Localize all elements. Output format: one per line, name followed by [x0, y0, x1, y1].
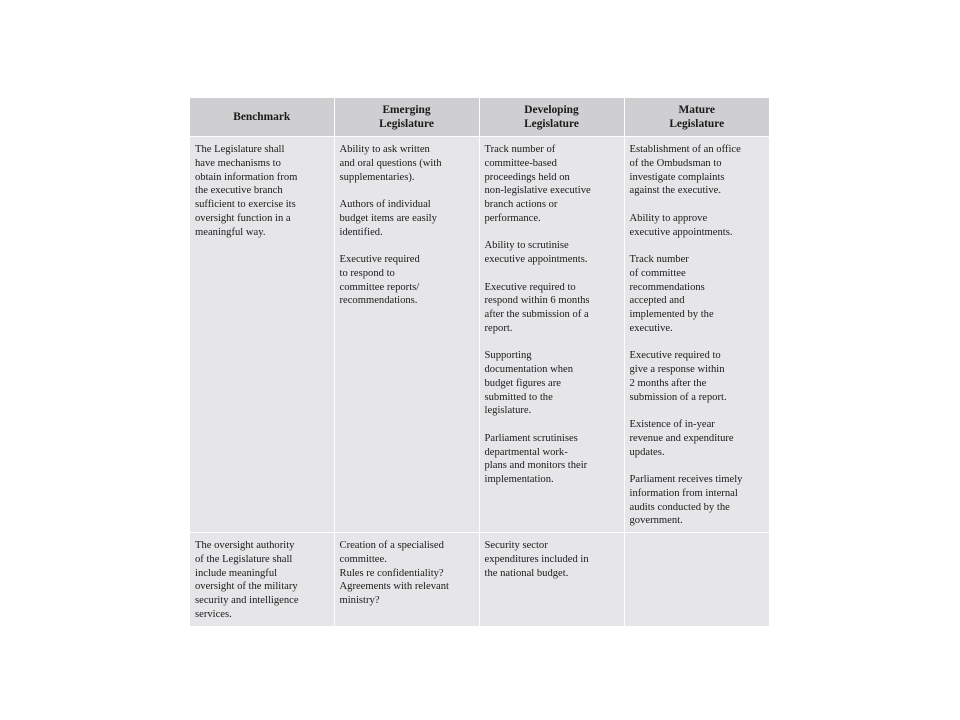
header-line: Mature	[678, 104, 715, 116]
cell-text-line: oversight function in a	[195, 212, 291, 224]
cell-text-line: Executive required	[339, 254, 420, 265]
cell-paragraph	[485, 239, 619, 267]
header-line: Legislature	[524, 118, 579, 130]
cell-paragraph	[340, 539, 474, 608]
cell-text-line: Creation of a specialised	[339, 540, 444, 551]
cell-text-line: budget figures are	[484, 377, 561, 389]
cell-text-line: identified.	[339, 226, 383, 238]
cell-text-line: implemented by the	[629, 309, 714, 320]
cell-text-line: services.	[195, 608, 232, 620]
cell-text-line: report.	[484, 322, 513, 334]
mature-cell	[624, 137, 769, 533]
cell-text-line: obtain information from	[195, 171, 298, 183]
cell-text-line: Executive required to	[629, 350, 721, 362]
cell-text-line: submission of a report.	[629, 391, 727, 403]
cell-text-line: expenditures included in	[484, 553, 589, 565]
emerging-cell	[334, 533, 479, 626]
cell-text-line: Establishment of an office	[629, 144, 741, 155]
cell-text-line: 2 months after the	[629, 377, 707, 389]
cell-text-line: committee reports/	[339, 281, 420, 293]
cell-text-line: include meaningful	[195, 567, 278, 579]
cell-paragraph	[340, 253, 474, 308]
cell-text-line: non-legislative executive	[484, 185, 591, 197]
cell-text-line: implementation.	[484, 474, 554, 485]
cell-text-line: Rules re confidentiality?	[339, 567, 444, 579]
header-benchmark	[190, 98, 334, 137]
cell-text-line: give a response within	[629, 364, 725, 375]
table-row	[190, 533, 769, 626]
cell-text-line: Ability to scrutinise	[484, 240, 569, 252]
cell-text-line: Track number	[629, 254, 689, 265]
benchmark-cell	[190, 533, 334, 626]
cell-paragraph	[630, 143, 765, 198]
cell-text-line: investigate complaints	[629, 171, 725, 183]
table-row	[190, 137, 769, 533]
cell-paragraph	[630, 212, 765, 240]
table-body	[190, 137, 769, 626]
cell-text-line: information from internal	[629, 487, 738, 499]
cell-text-line: executive appointments.	[484, 254, 588, 265]
benchmark-table-container	[190, 98, 769, 626]
cell-text-line: security and intelligence	[195, 595, 299, 606]
header-line: Emerging	[382, 104, 431, 116]
cell-text-line: the national budget.	[484, 567, 569, 579]
header-line: Legislature	[379, 118, 434, 130]
cell-paragraph	[630, 473, 765, 528]
benchmark-cell	[190, 137, 334, 533]
cell-text-line: The oversight authority	[195, 540, 295, 551]
cell-text-line: sufficient to exercise its	[195, 199, 296, 210]
cell-paragraph	[340, 143, 474, 184]
cell-text-line: committee-based	[484, 157, 557, 169]
cell-text-line: Track number of	[484, 144, 556, 155]
cell-text-line: Parliament scrutinises	[484, 432, 578, 444]
cell-text-line: plans and monitors their	[484, 460, 588, 472]
cell-text-line: Executive required to	[484, 281, 576, 293]
cell-text-line: legislature.	[484, 405, 532, 417]
cell-text-line: government.	[629, 515, 683, 527]
cell-text-line: budget items are easily	[339, 212, 437, 224]
cell-text-line: accepted and	[629, 295, 685, 307]
cell-text-line: and oral questions (with	[339, 157, 442, 169]
cell-paragraph	[340, 198, 474, 239]
emerging-cell	[334, 137, 479, 533]
cell-text-line: supplementaries).	[339, 171, 415, 183]
developing-cell	[479, 533, 624, 626]
header-line: Developing	[524, 104, 579, 116]
cell-paragraph	[485, 281, 619, 336]
header-line: Legislature	[669, 118, 725, 130]
cell-text-line: documentation when	[484, 364, 574, 375]
cell-text-line: Agreements with relevant	[339, 581, 449, 593]
cell-text-line: revenue and expenditure	[629, 432, 734, 444]
cell-paragraph	[630, 349, 765, 404]
cell-text-line: performance.	[484, 212, 541, 224]
cell-text-line: Parliament receives timely	[629, 474, 743, 485]
cell-text-line: have mechanisms to	[195, 157, 281, 169]
cell-text-line: after the submission of a	[484, 309, 589, 320]
cell-paragraph	[485, 432, 619, 487]
cell-text-line: The Legislature shall	[195, 144, 285, 155]
cell-text-line: submitted to the	[484, 391, 553, 403]
cell-paragraph	[195, 539, 329, 622]
header-line: Benchmark	[233, 111, 291, 123]
cell-text-line: updates.	[629, 446, 665, 458]
cell-text-line: recommendations	[629, 281, 705, 293]
cell-text-line: executive appointments.	[629, 226, 733, 238]
cell-text-line: to respond to	[339, 267, 395, 279]
cell-text-line: against the executive.	[629, 185, 721, 197]
cell-text-line: oversight of the military	[195, 581, 298, 593]
cell-text-line: the executive branch	[195, 185, 283, 197]
cell-text-line: respond within 6 months	[484, 295, 590, 307]
cell-text-line: ministry?	[339, 595, 380, 606]
header-mature-legislature	[624, 98, 769, 137]
header-row	[190, 98, 769, 137]
cell-text-line: Security sector	[484, 540, 548, 551]
cell-text-line: proceedings held on	[484, 171, 570, 183]
cell-text-line: executive.	[629, 322, 673, 334]
cell-text-line: Supporting	[484, 350, 532, 362]
cell-text-line: Authors of individual	[339, 199, 431, 210]
cell-text-line: recommendations.	[339, 295, 418, 307]
cell-paragraph	[630, 418, 765, 459]
cell-paragraph	[485, 539, 619, 580]
cell-text-line: audits conducted by the	[629, 501, 730, 513]
cell-text-line: of committee	[629, 267, 686, 279]
benchmark-table	[190, 98, 769, 626]
cell-text-line: Existence of in-year	[629, 419, 715, 430]
cell-paragraph	[195, 143, 329, 239]
cell-text-line: Ability to approve	[629, 212, 708, 224]
cell-text-line: branch actions or	[484, 199, 558, 210]
developing-cell	[479, 137, 624, 533]
cell-paragraph	[485, 143, 619, 226]
cell-text-line: meaningful way.	[195, 226, 266, 238]
cell-text-line: of the Legislature shall	[195, 553, 293, 565]
header-emerging-legislature	[334, 98, 479, 137]
cell-paragraph	[630, 253, 765, 336]
cell-text-line: departmental work-	[484, 446, 568, 458]
cell-text-line: committee.	[339, 553, 387, 565]
cell-paragraph	[485, 349, 619, 418]
cell-text-line: of the Ombudsman to	[629, 157, 722, 169]
cell-text-line: Ability to ask written	[339, 144, 430, 155]
header-developing-legislature	[479, 98, 624, 137]
mature-cell	[624, 533, 769, 626]
